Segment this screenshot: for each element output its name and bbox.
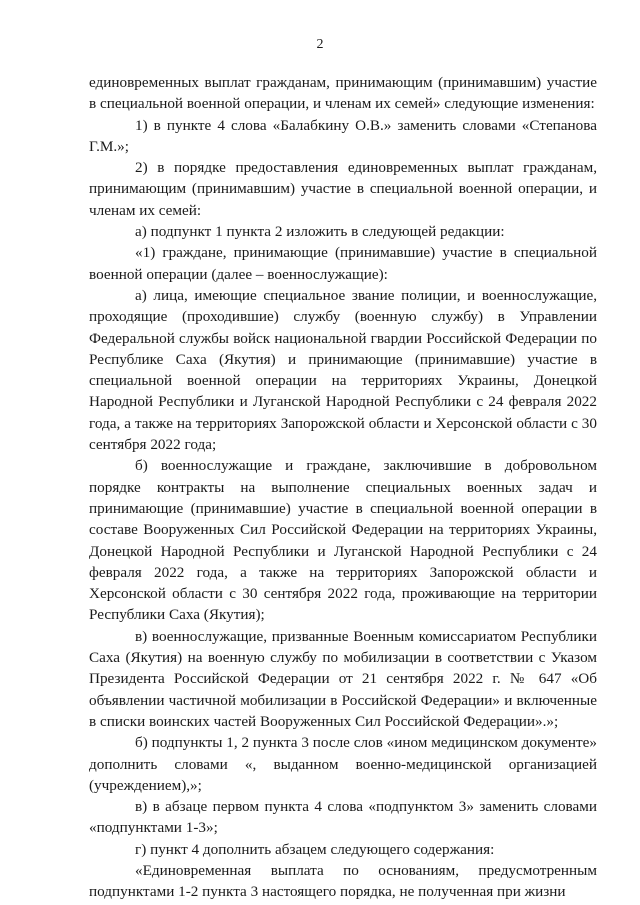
- paragraph-item-2: 2) в порядке предоставления единовременных выплат гражданам, принимающим (принимавшим) участие в специальной военной операции, и членам их семей:: [89, 159, 597, 219]
- paragraph-intro-continuation: единовременных выплат гражданам, принимающим (принимавшим) участие в специальной военной операции, и членам их семей» следующие изменения:: [89, 74, 597, 113]
- paragraph-clause-a-police: а) лица, имеющие специальное звание полиции, и военнослужащие, проходящие (проходившие) службу (военную службу) в Управлении Федеральной службы войск национальной гвардии Российской Федерации по Республике Саха (Якутия) и принимающие (принимавшие) участие в специальной военной операции на территориях Украины, Донецкой Народной Республики и Луганской Народной Республики с 24 февраля 2022 года, а также на территориях Запорожской области и Херсонской области с 30 сентября 2022 года;: [89, 286, 597, 454]
- paragraph-subitem-b: б) подпункты 1, 2 пункта 3 после слов «ином медицинском документе» дополнить словами «, выданном военно-медицинской организацией (учреждением),»;: [89, 734, 597, 794]
- paragraph-subitem-v: в) в абзаце первом пункта 4 слова «подпунктом 3» заменить словами «подпунктами 1-3»;: [89, 798, 597, 837]
- paragraph-subitem-g: г) пункт 4 дополнить абзацем следующего содержания:: [135, 840, 495, 858]
- paragraph-quoted-clause-1: «1) граждане, принимающие (принимавшие) участие в специальной военной операции (далее – военнослужащие):: [89, 244, 597, 283]
- page-number: 2: [316, 37, 324, 52]
- document-body: [89, 72, 597, 903]
- paragraph-subitem-a: а) подпункт 1 пункта 2 изложить в следующей редакции:: [135, 223, 505, 241]
- paragraph-item-1: 1) в пункте 4 слова «Балабкину О.В.» заменить словами «Степанова Г.М.»;: [89, 116, 597, 155]
- paragraph-clause-v-mobilized: в) военнослужащие, призванные Военным комиссариатом Республики Саха (Якутия) на военную службу по мобилизации в соответствии с Указом Президента Российской Федерации от 21 сентября 2022 г. № 647 «Об объявлении частичной мобилизации в Российской Федерации» и включенные в списки воинских частей Вооруженных Сил Российской Федерации».»;: [89, 627, 597, 730]
- paragraph-clause-b-contract: б) военнослужащие и граждане, заключившие в добровольном порядке контракты на выполнение специальных военных задач и принимающие (принимавшие) участие в специальной военной операции в составе Вооруженных Сил Российской Федерации на территориях Украины, Донецкой Народной Республики и Луганской Народной Республики с 24 февраля 2022 года, а также на территориях Запорожской области и Херсонской области с 30 сентября 2022 года, проживающие на территории Республики Саха (Якутия);: [89, 457, 597, 624]
- paragraph-quoted-addition: «Единовременная выплата по основаниям, предусмотренным подпунктами 1-2 пункта 3 настоящего порядка, не полученная при жизни: [89, 861, 597, 901]
